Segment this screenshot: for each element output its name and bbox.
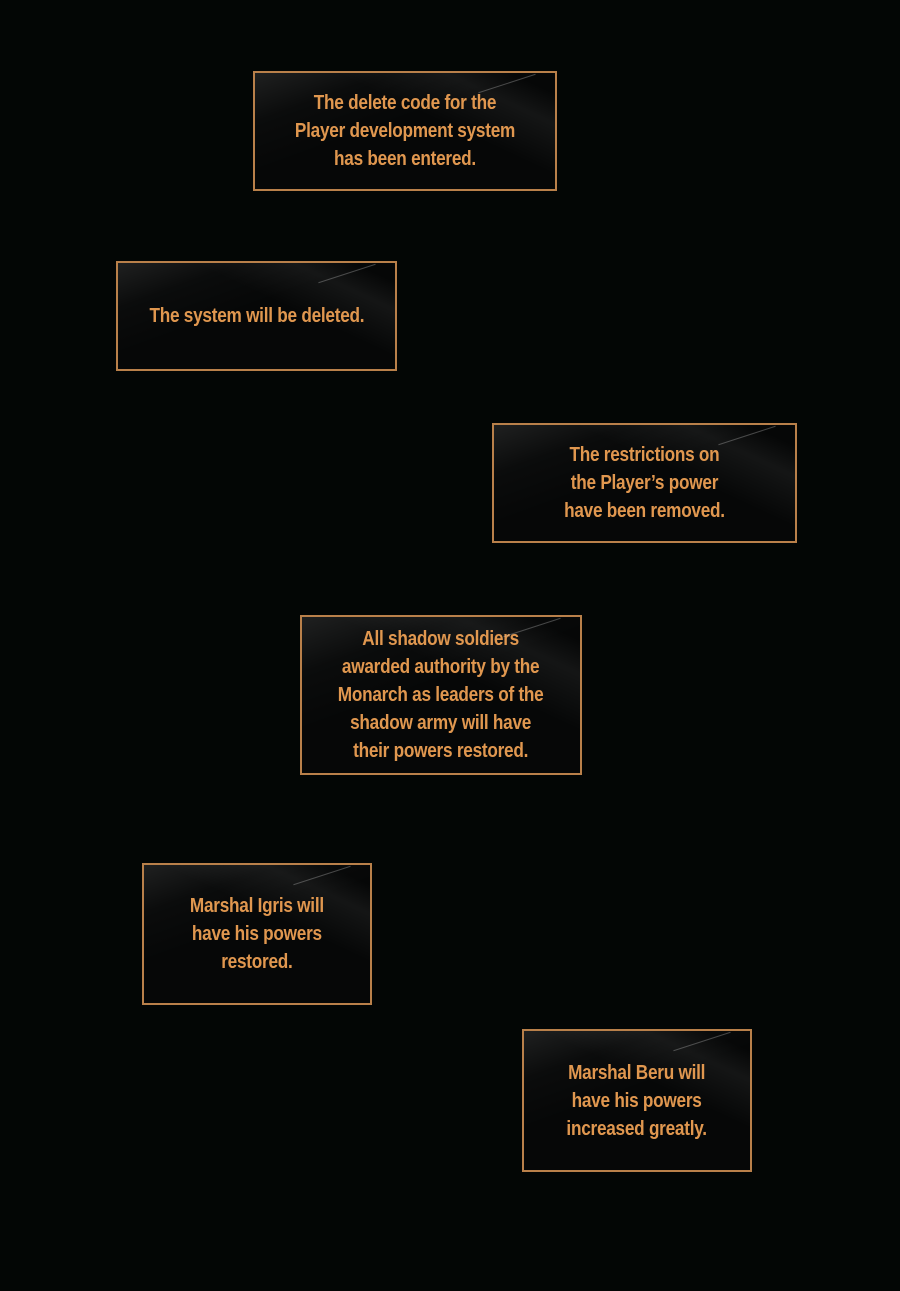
message-text: All shadow soldiers awarded authority by the Monarch as leaders of the shadow army will have their powers restored. (338, 628, 544, 762)
system-message-marshal-beru (522, 1029, 752, 1172)
message-text: The restrictions on the Player’s power have been removed. (564, 444, 725, 522)
system-message-restrictions-removed (492, 423, 797, 543)
message-text: Marshal Igris will have his powers restored. (190, 895, 324, 973)
system-message-system-deleted (116, 261, 397, 371)
system-message-marshal-igris (142, 863, 372, 1005)
system-message-delete-code (253, 71, 557, 191)
message-text: Marshal Beru will have his powers increased greatly. (566, 1061, 708, 1140)
message-text: The system will be deleted. (149, 305, 364, 327)
message-text: The delete code for the Player development system has been entered. (294, 92, 516, 170)
system-message-shadow-soldiers (300, 615, 582, 775)
